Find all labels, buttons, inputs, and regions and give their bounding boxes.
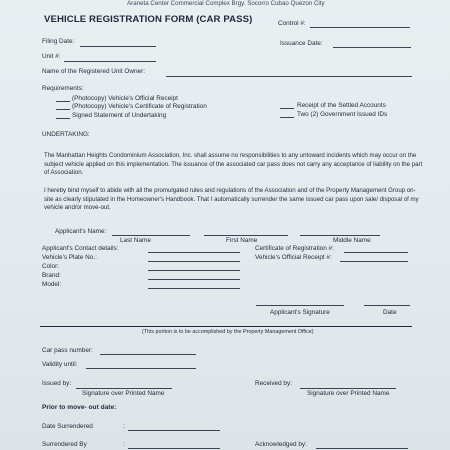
issued-by-signature-caption: Signature over Printed Name [82, 390, 165, 397]
filing-date-line[interactable] [80, 46, 156, 47]
requirement-item-2: (Photocopy) Vehicle's Certificate of Registration [72, 103, 207, 110]
official-receipt-label: Vehicle's Official Receipt #: [255, 254, 332, 261]
control-number-label: Control #: [278, 20, 306, 27]
requirement-checkbox-1[interactable] [56, 101, 70, 102]
issued-by-label: Issued by: [42, 380, 72, 387]
requirement-item-5: Two (2) Government Issued IDs [297, 111, 388, 118]
surrendered-by-colon: : [123, 441, 125, 448]
car-pass-number-line[interactable] [100, 354, 196, 355]
requirement-checkbox-5[interactable] [280, 117, 294, 118]
contact-details-label: Applicant's Contact details: [42, 245, 119, 252]
middle-name-line[interactable] [300, 235, 380, 236]
certificate-registration-line[interactable] [344, 252, 408, 253]
official-receipt-line[interactable] [340, 261, 408, 262]
requirement-item-1: (Photocopy) Vehicle's Official Receipt [72, 95, 178, 102]
first-name-line[interactable] [204, 235, 288, 236]
validity-label: Validity until: [42, 361, 78, 368]
brand-line[interactable] [148, 279, 240, 280]
middle-name-caption: Middle Name [333, 237, 371, 244]
last-name-line[interactable] [112, 235, 190, 236]
applicant-date-caption: Date [383, 309, 397, 316]
plate-number-line[interactable] [148, 261, 240, 262]
unit-line[interactable] [64, 61, 156, 62]
acknowledged-by-label: Acknowledged by: [255, 441, 307, 448]
issuance-date-line[interactable] [333, 47, 411, 48]
control-number-line[interactable] [310, 27, 410, 28]
applicant-name-label: Applicant's Name: [55, 228, 107, 235]
applicant-signature-line[interactable] [256, 305, 344, 306]
issued-by-line[interactable] [76, 388, 172, 389]
office-portion-note: (This portion is to be accomplished by the Property Management Office) [142, 329, 314, 335]
owner-name-label: Name of the Registered Unit Owner: [42, 68, 146, 75]
certificate-registration-label: Certificate of Registration #: [255, 245, 334, 252]
model-label: Model: [42, 281, 62, 288]
received-by-signature-caption: Signature over Printed Name [307, 390, 390, 397]
issuance-date-label: Issuance Date: [280, 40, 323, 47]
acknowledged-by-line[interactable] [316, 448, 408, 449]
undertaking-heading: UNDERTAKING: [42, 131, 90, 138]
unit-label: Unit #: [42, 53, 61, 60]
header-address: Araneta Center Commercial Complex Brgy. Socorro Cubao Quezon City [127, 0, 325, 7]
form-title: VEHICLE REGISTRATION FORM (CAR PASS) [44, 14, 253, 25]
color-label: Color: [42, 263, 60, 270]
last-name-caption: Last Name [120, 237, 151, 244]
requirement-item-4: Receipt of the Settled Accounts [297, 102, 386, 109]
date-surrendered-label: Date Surrendered [42, 423, 93, 430]
office-section-divider [40, 326, 412, 327]
first-name-caption: First Name [226, 237, 258, 244]
validity-line[interactable] [86, 368, 196, 369]
date-surrendered-colon: : [123, 423, 125, 430]
requirements-heading: Requirements: [42, 85, 84, 92]
received-by-line[interactable] [300, 388, 396, 389]
prior-move-out-label: Prior to move- out date: [42, 404, 117, 411]
requirement-checkbox-2[interactable] [56, 109, 70, 110]
applicant-signature-caption: Applicant's Signature [270, 309, 330, 316]
requirement-item-3: Signed Statement of Undertaking [72, 112, 167, 119]
plate-number-label: Vehicle's Plate No.: [42, 254, 97, 261]
surrendered-by-label: Surrendered By [42, 441, 87, 448]
received-by-label: Received by: [255, 380, 292, 387]
filing-date-label: Filing Date: [42, 38, 75, 45]
car-pass-number-label: Car pass number: [42, 347, 93, 354]
surrendered-by-line[interactable] [128, 448, 220, 449]
requirement-checkbox-3[interactable] [56, 118, 70, 119]
requirement-checkbox-4[interactable] [280, 108, 294, 109]
model-line[interactable] [148, 288, 240, 289]
undertaking-paragraph-1: The Manhattan Heights Condominium Association, Inc. shall assume no responsibilities to any untoward incidents which may occur on the subject vehicle applied on this implementation. The issuance of the associated car pass does not carry any acceptance of liability on the part of Association. [44, 152, 423, 177]
undertaking-paragraph-2: I hereby bind myself to abide with all the promulgated rules and regulations of the Association and of the Property Management Group on-site as clearly stipulated in the Homeowner's Handbook. That I automatically surrender the same issued car pass upon sale/ disposal of my vehicle and/or move-out. [44, 187, 419, 212]
brand-label: Brand: [42, 272, 61, 279]
date-surrendered-line[interactable] [128, 430, 220, 431]
color-line[interactable] [148, 270, 240, 271]
applicant-date-line[interactable] [364, 305, 410, 306]
owner-name-line[interactable] [166, 76, 412, 77]
contact-details-line[interactable] [148, 252, 240, 253]
